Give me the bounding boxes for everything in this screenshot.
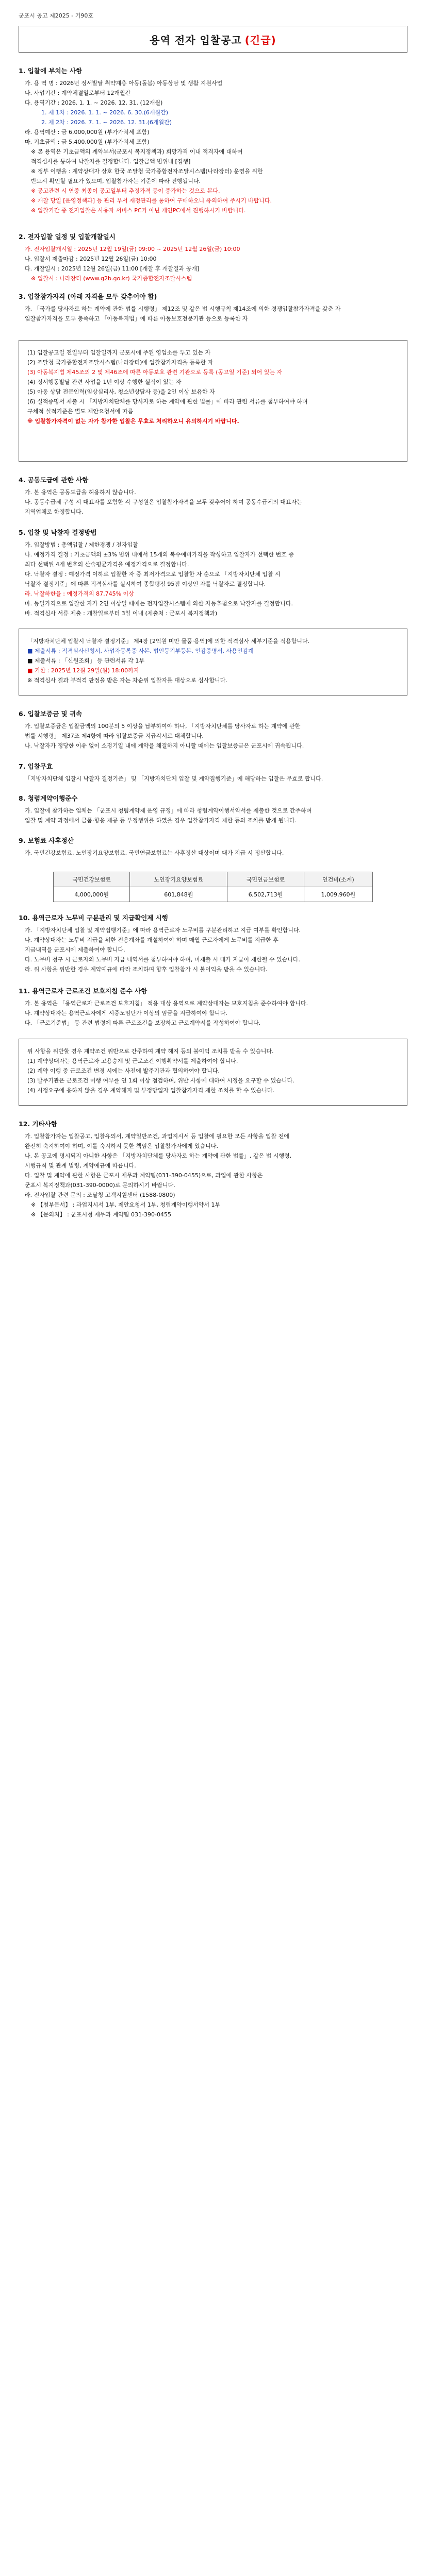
s10-line: 가. 「지방자치단체 입찰 및 계약집행기준」에 따라 용역근로자 노무비를 구분관리하고 지급 여부를 확인합니다. bbox=[25, 927, 301, 934]
table-header-cell: 인건비(소계) bbox=[304, 872, 372, 887]
s2-line: ※ 입찰시 : 나라장터 (www.g2b.go.kr) 국가종합전자조달시스템 bbox=[31, 275, 192, 282]
table-cell: 1,009,960원 bbox=[304, 887, 372, 902]
urgent-mark: (긴급) bbox=[244, 33, 276, 46]
s5-line: 나. 예정가격 결정 : 기초금액의 ±3% 범위 내에서 15개의 복수예비가격을 작성하고 입찰자가 선택한 번호 중 bbox=[25, 551, 294, 558]
section-8 bbox=[19, 793, 407, 825]
s5-line: 다. 낙찰자 결정 : 예정가격 이하로 입찰한 자 중 최저가격으로 입찰한 자 순으로 「지방자치단체 입찰 시 bbox=[25, 571, 281, 578]
section-9 bbox=[19, 836, 407, 858]
s12-line: 가. 입찰참가자는 입찰공고, 입찰유의서, 계약일반조건, 과업지시서 등 입찰에 필요한 모든 사항을 입찰 전에 bbox=[25, 1133, 289, 1140]
section-10 bbox=[19, 913, 407, 974]
s5-line: 최다 선택된 4개 번호의 산술평균가격을 예정가격으로 결정합니다. bbox=[25, 561, 189, 568]
box1-line: ※ 입찰참가자격이 없는 자가 참가한 입찰은 무효로 처리하오니 유의하시기 바랍니다. bbox=[27, 418, 239, 425]
section-title: 11. 용역근로자 근로조건 보호지침 준수 사항 bbox=[19, 987, 148, 995]
s3-line: 입찰참가자격을 모두 충족하고 「아동복지법」에 따른 아동보호전문기관 등으로 등록한 자 bbox=[25, 315, 248, 322]
s12-line: 나. 본 공고에 명시되지 아니한 사항은 「지방자치단체를 당사자로 하는 계약에 관한 법률」, 같은 법 시행령, bbox=[25, 1153, 292, 1159]
s1-line: ※ 본 용역은 기초금액의 계약부서(군포시 복지정책과) 희망가격 이내 적격자에 대하여 bbox=[31, 148, 243, 155]
s1-line: 다. 용역기간 : 2026. 1. 1. ~ 2026. 12. 31. (12개월) bbox=[25, 99, 163, 106]
section-6 bbox=[19, 709, 407, 751]
table-cell: 6,502,713원 bbox=[227, 887, 304, 902]
section-title: 6. 입찰보증금 및 귀속 bbox=[19, 710, 83, 718]
section-4 bbox=[19, 475, 407, 517]
s6-line: 가. 입찰보증금은 입찰금액의 100분의 5 이상을 납부하여야 하나, 「지방자치단체를 당사자로 하는 계약에 관한 bbox=[25, 723, 301, 730]
box3-line: (3) 발주기관은 근로조건 이행 여부를 연 1회 이상 점검하며, 위반 사항에 대하여 시정을 요구할 수 있습니다. bbox=[27, 1077, 294, 1084]
section-title: 12. 기타사항 bbox=[19, 1120, 57, 1128]
section-title: 9. 보험료 사후정산 bbox=[19, 837, 74, 844]
labor-protection-box bbox=[19, 1039, 407, 1106]
s1-line: 가. 용 역 명 : 2026년 정서발달 취약계층 아동(돌봄) 아동상담 및 생활 지원사업 bbox=[25, 80, 223, 87]
box1-line: (5) 아동 상담 전문인력(임상심리사, 청소년상담사 등)을 2인 이상 보유한 자 bbox=[27, 388, 215, 395]
s5-line: 바. 적격심사 서류 제출 : 개찰일로부터 3일 이내 (제출처 : 군포시 복지정책과) bbox=[25, 610, 218, 617]
box2-line: ■ 제출서류 : 「신원조회」 등 관련서류 각 1부 bbox=[27, 657, 144, 664]
insurance-table-wrap bbox=[19, 869, 407, 902]
s10-line: 다. 노무비 청구 시 근로자의 노무비 지급 내역서를 첨부하여야 하며, 미제출 시 대가 지급이 제한될 수 있습니다. bbox=[25, 956, 300, 963]
s1-line: 반드시 확인할 필요가 있으며, 입찰참가자는 기준에 따라 진행됩니다. bbox=[31, 178, 201, 184]
s8-line: 입찰 및 계약 과정에서 금품·향응 제공 등 부정행위를 하였을 경우 입찰참가자격 제한 등의 조치를 받게 됩니다. bbox=[25, 817, 297, 824]
s1-line: ※ 개찰 당일 [운영정책과] 등 관리 부서 재정관리를 통하여 구매하오니 유의하여 주시기 바랍니다. bbox=[31, 197, 272, 204]
s1-line: 1. 제 1차 : 2026. 1. 1. ~ 2026. 6. 30.(6개월간) bbox=[41, 109, 169, 116]
section-title: 8. 청렴계약이행준수 bbox=[19, 794, 78, 802]
s8-line: 가. 입찰에 참가하는 업체는 「군포시 청렴계약제 운영 규정」에 따라 청렴계약이행서약서를 제출한 것으로 간주하며 bbox=[25, 807, 312, 814]
box3-line: (4) 시정요구에 응하지 않을 경우 계약해지 및 부정당업자 입찰참가자격 제한 조치를 할 수 있습니다. bbox=[27, 1087, 274, 1094]
s5-line: 마. 동일가격으로 입찰한 자가 2인 이상일 때에는 전자입찰시스템에 의한 자동추첨으로 낙찰자를 결정합니다. bbox=[25, 600, 293, 607]
s1-line: 나. 사업기간 : 계약체결일로부터 12개월간 bbox=[25, 90, 131, 96]
section-title: 3. 입찰참가자격 (아래 자격을 모두 갖추어야 함) bbox=[19, 293, 157, 300]
s1-line: 2. 제 2차 : 2026. 7. 1. ~ 2026. 12. 31.(6개월간) bbox=[41, 119, 172, 126]
table-cell: 601,848원 bbox=[130, 887, 227, 902]
s12-note: ※ 【문의처】 : 군포시청 재무과 계약팀 031-390-0455 bbox=[31, 1211, 171, 1218]
notice-title-box bbox=[19, 26, 407, 53]
box2-line: ■ 기한 : 2025년 12월 29일(월) 18:00까지 bbox=[27, 667, 139, 674]
section-1 bbox=[19, 66, 407, 215]
section-11 bbox=[19, 986, 407, 1028]
table-cell: 4,000,000원 bbox=[54, 887, 130, 902]
section-title: 2. 전자입찰 일정 및 입찰개찰일시 bbox=[19, 233, 116, 241]
s5-line: 라. 낙찰하한율 : 예정가격의 87.745% 이상 bbox=[25, 590, 134, 597]
s10-line: 나. 계약상대자는 노무비 지급을 위한 전용계좌를 개설하여야 하며 매월 근로자에게 노무비를 지급한 후 bbox=[25, 937, 278, 943]
s10-line: 지급내역을 군포시에 제출하여야 합니다. bbox=[25, 946, 125, 953]
section-title: 1. 입찰에 부치는 사항 bbox=[19, 67, 83, 75]
box1-line: (6) 실적증명서 제출 시 「지방자치단체를 당사자로 하는 계약에 관한 법률」에 따라 관련 서류를 첨부하여야 하며 bbox=[27, 398, 308, 405]
s11-line: 다. 「근로기준법」 등 관련 법령에 따른 근로조건을 보장하고 근로계약서를 작성하여야 합니다. bbox=[25, 1020, 261, 1026]
box1-line: 구체적 실적기준은 별도 제안요청서에 따름 bbox=[27, 408, 134, 415]
s9-line: 가. 국민건강보험료, 노인장기요양보험료, 국민연금보험료는 사후정산 대상이며 대가 지급 시 정산합니다. bbox=[25, 850, 284, 856]
s1-line: 적격심사를 통하여 낙찰자를 결정합니다. 입찰금액 범위내 [집행] bbox=[31, 158, 191, 165]
section-12 bbox=[19, 1119, 407, 1219]
section-5 bbox=[19, 528, 407, 618]
section-title: 4. 공동도급에 관한 사항 bbox=[19, 476, 89, 484]
s4-line: 지역업체로 한정합니다. bbox=[25, 509, 84, 515]
section-title: 10. 용역근로자 노무비 구분관리 및 지급확인제 시행 bbox=[19, 914, 168, 922]
s1-line: 마. 기초금액 : 금 5,400,000원 (부가가치세 포함) bbox=[25, 139, 150, 145]
section-3 bbox=[19, 292, 407, 324]
box1-line: (2) 조달청 국가종합전자조달시스템(나라장터)에 입찰참가자격을 등록한 자 bbox=[27, 359, 214, 366]
s12-line: 라. 전자입찰 관련 문의 : 조달청 고객지원센터 (1588-0800) bbox=[25, 1192, 175, 1198]
s2-line: 가. 전자입찰개시일 : 2025년 12월 19일(금) 09:00 ~ 2025년 12월 26일(금) 10:00 bbox=[25, 246, 240, 252]
box3-line: (1) 계약상대자는 용역근로자 고용승계 및 근로조건 이행확약서를 제출하여야 합니다. bbox=[27, 1058, 238, 1064]
s4-line: 나. 공동수급체 구성 시 대표자를 포함한 각 구성원은 입찰참가자격을 모두 갖추어야 하며 공동수급체의 대표자는 bbox=[25, 499, 302, 505]
box2-line: ■ 제출서류 : 적격심사신청서, 사업자등록증 사본, 법인등기부등본, 인감증명서, 사용인감계 bbox=[27, 648, 254, 654]
s4-line: 가. 본 용역은 공동도급을 허용하지 않습니다. bbox=[25, 489, 136, 496]
s11-line: 나. 계약상대자는 용역근로자에게 시중노임단가 이상의 임금을 지급하여야 합니다. bbox=[25, 1010, 227, 1016]
s12-line: 다. 입찰 및 계약에 관한 사항은 군포시 재무과 계약팀(031-390-0455)으로, 과업에 관한 사항은 bbox=[25, 1172, 263, 1179]
s1-line: ※ 정부 이행을 : 계약상대자 상호 한국 조달청 국가종합전자조달시스템(나라장터) 운영을 위한 bbox=[31, 168, 263, 175]
s1-line: 라. 용역예산 : 금 6,000,000원 (부가가치세 포함) bbox=[25, 129, 150, 135]
s11-line: 가. 본 용역은 「용역근로자 근로조건 보호지침」 적용 대상 용역으로 계약상대자는 보호지침을 준수하여야 합니다. bbox=[25, 1000, 308, 1007]
s6-line: 나. 낙찰자가 정당한 이유 없이 소정기일 내에 계약을 체결하지 아니할 때에는 입찰보증금은 군포시에 귀속됩니다. bbox=[25, 742, 304, 749]
box3-line: 위 사항을 위반할 경우 계약조건 위반으로 간주하여 계약 해지 등의 불이익 조치를 받을 수 있습니다. bbox=[27, 1048, 274, 1055]
s2-line: 다. 개찰일시 : 2025년 12월 26일(금) 11:00 [개찰 후 개찰결과 공개] bbox=[25, 265, 200, 272]
box3-line: (2) 계약 이행 중 근로조건 변경 시에는 사전에 발주기관과 협의하여야 합니다. bbox=[27, 1067, 220, 1074]
box1-line: (3) 아동복지법 제45조의 2 및 제46조에 따른 아동보호 관련 기관으로 등록 (공고일 기준) 되어 있는 자 bbox=[27, 369, 283, 376]
box1-line: (1) 입찰공고일 전일부터 입찰일까지 군포시에 주된 영업소를 두고 있는 자 bbox=[27, 349, 211, 356]
s5-line: 가. 입찰방법 : 총액입찰 / 제한경쟁 / 전자입찰 bbox=[25, 541, 138, 548]
s10-line: 라. 위 사항을 위반한 경우 계약예규에 따라 조치하며 향후 입찰참가 시 불이익을 받을 수 있습니다. bbox=[25, 966, 268, 973]
s12-line: 완전히 숙지하여야 하며, 이를 숙지하지 못한 책임은 입찰참가자에게 있습니다. bbox=[25, 1143, 218, 1149]
table-header-cell: 노인장기요양보험료 bbox=[130, 872, 227, 887]
s1-line: ※ 공고관련 시 연중 최종이 공고일부터 추정가격 등이 증가하는 것으로 본다. bbox=[31, 188, 220, 194]
section-2 bbox=[19, 232, 407, 283]
box2-line: ※ 적격심사 결과 부적격 판정을 받은 자는 차순위 입찰자를 대상으로 심사합니다. bbox=[27, 677, 227, 684]
s2-line: 나. 입찰서 제출마감 : 2025년 12월 26일(금) 10:00 bbox=[25, 256, 157, 262]
box2-line: 「지방자치단체 입찰시 낙찰자 결정기준」 제4장 [2억원 미만 물품·용역]에 의한 적격심사 세부기준을 적용합니다. bbox=[27, 638, 309, 645]
s5-line: 낙찰자 결정기준」에 따른 적격심사를 실시하여 종합평점 95점 이상인 자를 낙찰자로 결정합니다. bbox=[25, 581, 266, 587]
notice-title: 용역 전자 입찰공고 bbox=[150, 33, 242, 46]
section-7 bbox=[19, 761, 407, 784]
s3-line: 가. 「국가를 당사자로 하는 계약에 관한 법률 시행령」 제12조 및 같은 법 시행규칙 제14조에 의한 경쟁입찰참가자격을 갖춘 자 bbox=[25, 306, 341, 312]
s7-line: 「지방자치단체 입찰시 낙찰자 결정기준」 및 「지방자치단체 입찰 및 계약집행기준」에 해당하는 입찰은 무효로 합니다. bbox=[25, 775, 323, 782]
s12-line: 군포시 복지정책과(031-390-0000)로 문의하시기 바랍니다. bbox=[25, 1182, 175, 1189]
box1-line: (4) 정서행동발달 관련 사업을 1년 이상 수행한 실적이 있는 자 bbox=[27, 379, 182, 385]
s12-line: 시행규칙 및 관계 법령, 계약예규에 따릅니다. bbox=[25, 1162, 136, 1169]
qualification-box bbox=[19, 340, 407, 462]
table-header-row bbox=[54, 872, 373, 887]
table-header-cell: 국민연금보험료 bbox=[227, 872, 304, 887]
s12-note: ※ 【첨부문서】 : 과업지시서 1부, 제안요청서 1부, 청렴계약이행서약서 1부 bbox=[31, 1201, 221, 1208]
insurance-table bbox=[53, 872, 373, 902]
section-title: 7. 입찰무효 bbox=[19, 762, 53, 770]
section-title: 5. 입찰 및 낙찰자 결정방법 bbox=[19, 529, 97, 536]
s1-line: ※ 입찰기간 중 전자입찰은 사용자 서비스 PC가 아닌 개인PC에서 진행하시기 바랍니다. bbox=[31, 207, 246, 214]
table-row bbox=[54, 887, 373, 902]
table-header-cell: 국민건강보험료 bbox=[54, 872, 130, 887]
s6-line: 법률 시행령」 제37조 제4항에 따라 입찰보증금 지급각서로 대체합니다. bbox=[25, 733, 204, 739]
page-label: 군포시 공고 제2025 - 기90호 bbox=[19, 12, 93, 19]
eligibility-review-box bbox=[19, 629, 407, 696]
